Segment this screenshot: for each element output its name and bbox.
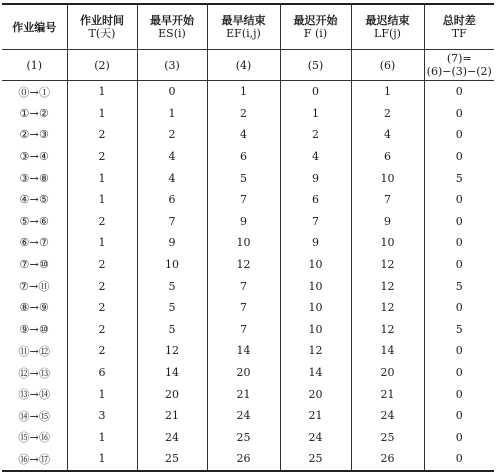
earliest-finish-cell: 7	[207, 319, 280, 341]
earliest-finish-cell: 12	[207, 254, 280, 276]
total-float-cell: 0	[424, 81, 494, 103]
job-id-cell: ⑯→⑰	[2, 448, 67, 471]
total-float-cell: 0	[424, 297, 494, 319]
total-float-cell: 0	[424, 232, 494, 254]
table-row	[2, 124, 494, 146]
duration-cell: 1	[67, 232, 137, 254]
earliest-finish-cell: 1	[207, 81, 280, 103]
total-float-cell: 0	[424, 103, 494, 125]
total-float-cell: 0	[424, 189, 494, 211]
latest-start-cell: 9	[280, 167, 351, 189]
header-latest-start: 最迟开始 F (i)	[280, 4, 351, 50]
latest-finish-cell: 10	[351, 232, 424, 254]
earliest-start-cell: 10	[137, 254, 207, 276]
latest-finish-cell: 26	[351, 448, 424, 471]
table-row	[2, 189, 494, 211]
job-id-cell: ⑭→⑮	[2, 405, 67, 427]
earliest-start-cell: 21	[137, 405, 207, 427]
latest-finish-cell: 12	[351, 275, 424, 297]
table-row	[2, 232, 494, 254]
earliest-start-cell: 5	[137, 297, 207, 319]
job-id-cell: ②→③	[2, 124, 67, 146]
job-id-cell: ③→⑧	[2, 167, 67, 189]
earliest-finish-cell: 26	[207, 448, 280, 471]
latest-start-cell: 4	[280, 146, 351, 168]
job-id-cell: ⑮→⑯	[2, 427, 67, 449]
earliest-finish-cell: 25	[207, 427, 280, 449]
earliest-finish-cell: 2	[207, 103, 280, 125]
latest-start-cell: 10	[280, 254, 351, 276]
earliest-finish-cell: 10	[207, 232, 280, 254]
duration-cell: 3	[67, 405, 137, 427]
latest-finish-cell: 4	[351, 124, 424, 146]
table-row	[2, 362, 494, 384]
table-row	[2, 340, 494, 362]
job-id-cell: ⑫→⑬	[2, 362, 67, 384]
latest-finish-cell: 12	[351, 319, 424, 341]
table-row	[2, 405, 494, 427]
header-row	[2, 4, 494, 50]
earliest-finish-cell: 21	[207, 383, 280, 405]
latest-start-cell: 10	[280, 319, 351, 341]
earliest-finish-cell: 6	[207, 146, 280, 168]
table-row	[2, 297, 494, 319]
table-row	[2, 383, 494, 405]
latest-start-cell: 9	[280, 232, 351, 254]
job-id-cell: ⑬→⑭	[2, 383, 67, 405]
latest-start-cell: 21	[280, 405, 351, 427]
latest-start-cell: 10	[280, 275, 351, 297]
total-float-cell: 5	[424, 319, 494, 341]
latest-start-cell: 24	[280, 427, 351, 449]
table-row	[2, 254, 494, 276]
earliest-finish-cell: 7	[207, 297, 280, 319]
latest-finish-cell: 14	[351, 340, 424, 362]
formula-cell: (7)=(6)−(3)−(2)	[424, 50, 494, 81]
earliest-start-cell: 6	[137, 189, 207, 211]
latest-start-cell: 0	[280, 81, 351, 103]
job-id-cell: ⑧→⑨	[2, 297, 67, 319]
latest-finish-cell: 24	[351, 405, 424, 427]
duration-cell: 2	[67, 211, 137, 233]
job-id-cell: ⑥→⑦	[2, 232, 67, 254]
earliest-finish-cell: 9	[207, 211, 280, 233]
table-row	[2, 167, 494, 189]
latest-finish-cell: 10	[351, 167, 424, 189]
total-float-cell: 0	[424, 427, 494, 449]
column-index-row	[2, 50, 494, 81]
duration-cell: 1	[67, 427, 137, 449]
latest-start-cell: 2	[280, 124, 351, 146]
earliest-finish-cell: 24	[207, 405, 280, 427]
earliest-finish-cell: 14	[207, 340, 280, 362]
total-float-cell: 5	[424, 275, 494, 297]
duration-cell: 1	[67, 167, 137, 189]
duration-cell: 1	[67, 103, 137, 125]
latest-finish-cell: 25	[351, 427, 424, 449]
total-float-cell: 0	[424, 362, 494, 384]
index-cell: (2)	[67, 50, 137, 81]
total-float-cell: 0	[424, 405, 494, 427]
latest-start-cell: 10	[280, 297, 351, 319]
job-id-cell: ⑦→⑪	[2, 275, 67, 297]
latest-finish-cell: 12	[351, 297, 424, 319]
job-id-cell: ⓪→①	[2, 81, 67, 103]
duration-cell: 1	[67, 383, 137, 405]
total-float-cell: 0	[424, 146, 494, 168]
header-earliest-start: 最早开始 ES(i)	[137, 4, 207, 50]
duration-cell: 2	[67, 124, 137, 146]
duration-cell: 1	[67, 189, 137, 211]
duration-cell: 2	[67, 146, 137, 168]
earliest-start-cell: 7	[137, 211, 207, 233]
earliest-finish-cell: 5	[207, 167, 280, 189]
job-id-cell: ③→④	[2, 146, 67, 168]
job-id-cell: ①→②	[2, 103, 67, 125]
job-id-cell: ⑨→⑩	[2, 319, 67, 341]
earliest-start-cell: 24	[137, 427, 207, 449]
latest-finish-cell: 12	[351, 254, 424, 276]
earliest-start-cell: 4	[137, 167, 207, 189]
duration-cell: 1	[67, 448, 137, 471]
job-id-cell: ⑤→⑥	[2, 211, 67, 233]
table-row	[2, 275, 494, 297]
job-id-cell: ④→⑤	[2, 189, 67, 211]
total-float-cell: 0	[424, 124, 494, 146]
table-row	[2, 427, 494, 449]
job-id-cell: ⑪→⑫	[2, 340, 67, 362]
index-cell: (3)	[137, 50, 207, 81]
earliest-start-cell: 12	[137, 340, 207, 362]
header-job-id: 作业编号	[2, 4, 67, 50]
index-cell: (1)	[2, 50, 67, 81]
latest-finish-cell: 9	[351, 211, 424, 233]
earliest-start-cell: 14	[137, 362, 207, 384]
header-latest-finish: 最迟结束 LF(j)	[351, 4, 424, 50]
duration-cell: 2	[67, 275, 137, 297]
total-float-cell: 0	[424, 383, 494, 405]
latest-finish-cell: 1	[351, 81, 424, 103]
latest-start-cell: 7	[280, 211, 351, 233]
duration-cell: 2	[67, 254, 137, 276]
schedule-table	[2, 3, 494, 472]
table-row	[2, 211, 494, 233]
earliest-start-cell: 4	[137, 146, 207, 168]
latest-finish-cell: 7	[351, 189, 424, 211]
total-float-cell: 0	[424, 211, 494, 233]
latest-start-cell: 20	[280, 383, 351, 405]
earliest-start-cell: 1	[137, 103, 207, 125]
index-cell: (4)	[207, 50, 280, 81]
latest-start-cell: 6	[280, 189, 351, 211]
header-total-float: 总时差 TF	[424, 4, 494, 50]
latest-start-cell: 1	[280, 103, 351, 125]
duration-cell: 1	[67, 81, 137, 103]
duration-cell: 2	[67, 340, 137, 362]
earliest-start-cell: 5	[137, 319, 207, 341]
latest-start-cell: 25	[280, 448, 351, 471]
latest-start-cell: 14	[280, 362, 351, 384]
table-row	[2, 81, 494, 103]
table-row	[2, 319, 494, 341]
total-float-cell: 0	[424, 340, 494, 362]
table-row	[2, 146, 494, 168]
duration-cell: 2	[67, 297, 137, 319]
job-id-cell: ⑦→⑩	[2, 254, 67, 276]
earliest-start-cell: 5	[137, 275, 207, 297]
index-cell: (6)	[351, 50, 424, 81]
earliest-start-cell: 25	[137, 448, 207, 471]
earliest-start-cell: 2	[137, 124, 207, 146]
total-float-cell: 0	[424, 254, 494, 276]
duration-cell: 2	[67, 319, 137, 341]
header-duration: 作业时间 T(天)	[67, 4, 137, 50]
index-cell: (5)	[280, 50, 351, 81]
earliest-finish-cell: 7	[207, 275, 280, 297]
earliest-finish-cell: 4	[207, 124, 280, 146]
latest-finish-cell: 6	[351, 146, 424, 168]
header-earliest-finish: 最早结束 EF(i,j)	[207, 4, 280, 50]
duration-cell: 6	[67, 362, 137, 384]
total-float-cell: 5	[424, 167, 494, 189]
table-row	[2, 103, 494, 125]
latest-finish-cell: 20	[351, 362, 424, 384]
latest-finish-cell: 2	[351, 103, 424, 125]
total-float-cell: 0	[424, 448, 494, 471]
table-row	[2, 448, 494, 471]
latest-start-cell: 12	[280, 340, 351, 362]
earliest-start-cell: 9	[137, 232, 207, 254]
earliest-start-cell: 0	[137, 81, 207, 103]
earliest-start-cell: 20	[137, 383, 207, 405]
earliest-finish-cell: 7	[207, 189, 280, 211]
earliest-finish-cell: 20	[207, 362, 280, 384]
latest-finish-cell: 21	[351, 383, 424, 405]
